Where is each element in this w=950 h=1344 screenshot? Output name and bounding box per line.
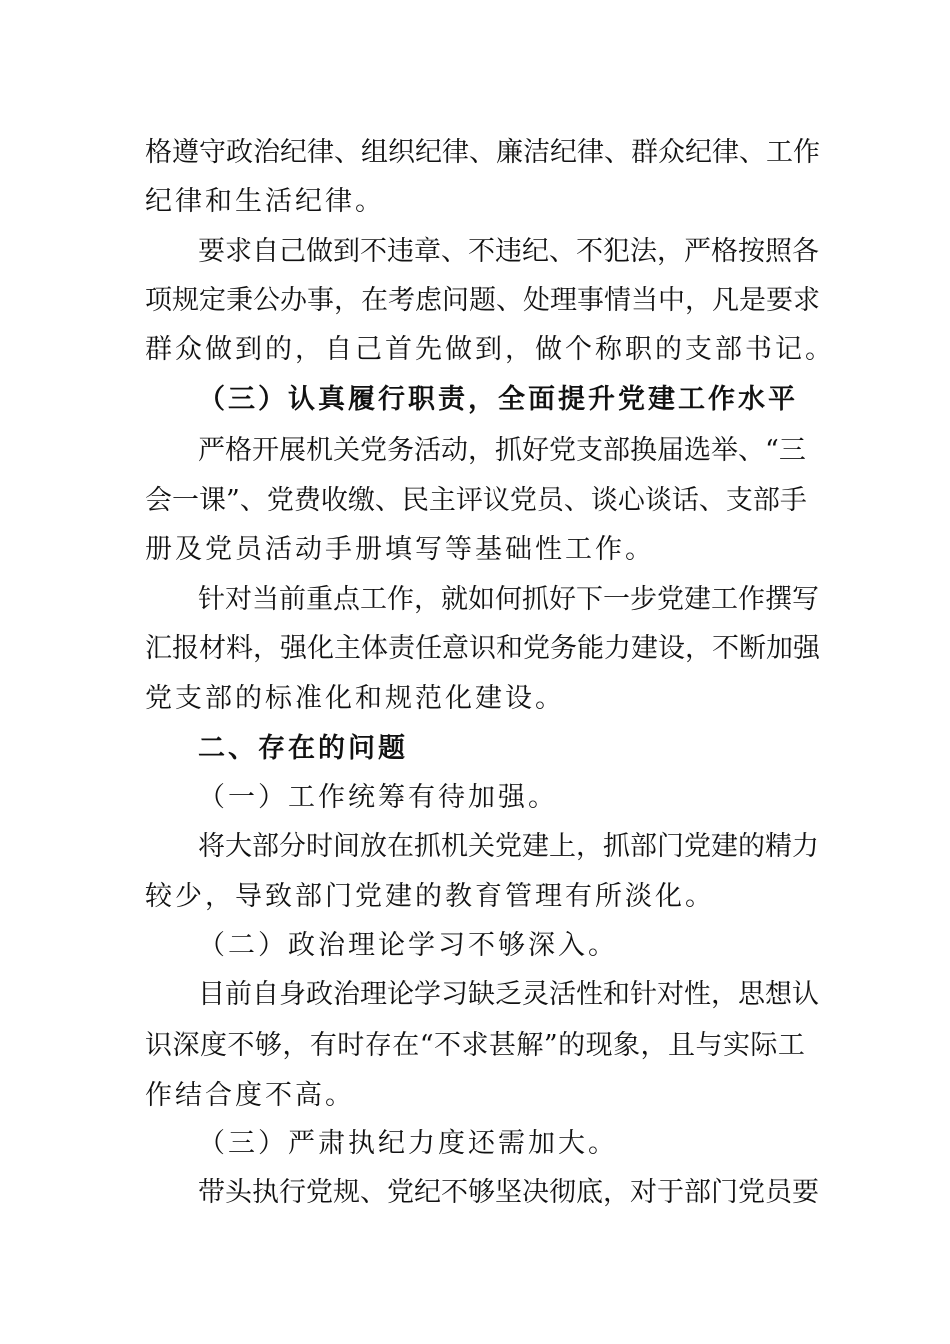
glyph: 就 [441, 584, 468, 615]
glyph: 治 [333, 979, 360, 1010]
glyph: 自 [252, 979, 279, 1010]
glyph: 到 [333, 236, 360, 267]
glyph: ， [253, 633, 280, 664]
glyph: 实 [722, 1030, 750, 1061]
text-line [198, 975, 819, 1015]
glyph: 求 [793, 285, 820, 316]
glyph: 底 [576, 1177, 603, 1208]
glyph: 不 [712, 633, 739, 664]
glyph: 秉 [226, 285, 253, 316]
glyph: ， [576, 831, 603, 862]
glyph: 何 [495, 584, 522, 615]
text-line [145, 281, 820, 321]
text-line: 作结合度不高。 [145, 1080, 355, 1111]
section-heading: （三）认真履行职责，全面提升党建工作水平 [198, 384, 798, 415]
glyph: 治 [253, 137, 280, 168]
glyph: 党 [495, 831, 522, 862]
glyph: 律 [442, 137, 469, 168]
glyph: 纪 [414, 1177, 441, 1208]
glyph: ， [603, 1177, 630, 1208]
glyph: 届 [657, 435, 684, 466]
glyph: 、 [239, 485, 267, 516]
glyph: 够 [254, 1030, 282, 1061]
glyph: 组 [361, 137, 388, 168]
glyph: 支 [576, 435, 603, 466]
glyph: 严 [198, 435, 225, 466]
glyph: 好 [522, 435, 549, 466]
glyph: 照 [765, 236, 792, 267]
glyph: 学 [414, 979, 441, 1010]
text-line [145, 629, 820, 669]
glyph: 和 [496, 633, 523, 664]
glyph: 在 [361, 285, 388, 316]
glyph: 工 [766, 137, 793, 168]
glyph: 灵 [522, 979, 549, 1010]
text-line [145, 481, 805, 521]
text-line [145, 133, 820, 173]
glyph: 写 [792, 584, 819, 615]
glyph: 机 [306, 435, 333, 466]
glyph: 精 [765, 831, 792, 862]
glyph: 选 [684, 435, 711, 466]
glyph: 识 [469, 633, 496, 664]
glyph: 和 [603, 979, 630, 1010]
glyph: 时 [306, 831, 333, 862]
glyph: 党 [509, 485, 537, 516]
glyph: 对 [630, 1177, 657, 1208]
glyph: 谈 [644, 485, 672, 516]
glyph: 要 [792, 1177, 819, 1208]
glyph: 且 [668, 1030, 695, 1061]
glyph: 题 [469, 285, 496, 316]
glyph: 、 [739, 137, 766, 168]
glyph: 众 [658, 137, 685, 168]
glyph: 际 [750, 1030, 778, 1061]
glyph: 设 [658, 633, 685, 664]
glyph: 当 [252, 584, 279, 615]
glyph: 分 [279, 831, 306, 862]
glyph: 政 [306, 979, 333, 1010]
glyph: 收 [320, 485, 348, 516]
glyph: 课 [199, 485, 226, 516]
glyph: 活 [549, 979, 576, 1010]
glyph: 汇 [145, 633, 172, 664]
glyph: 的 [738, 831, 765, 862]
glyph: 强 [280, 633, 307, 664]
glyph: 对 [225, 584, 252, 615]
glyph: 作 [793, 137, 820, 168]
glyph: 遵 [172, 137, 199, 168]
glyph: 党 [523, 633, 550, 664]
glyph: 项 [145, 285, 172, 316]
glyph: 好 [549, 584, 576, 615]
text-line [198, 1173, 819, 1213]
glyph: ， [711, 979, 738, 1010]
text-line: 册及党员活动手册填写等基础性工作。 [145, 534, 655, 565]
glyph: 材 [199, 633, 226, 664]
glyph: ， [657, 236, 684, 267]
glyph: 党 [266, 485, 294, 516]
glyph: 头 [225, 1177, 252, 1208]
glyph: 将 [198, 831, 225, 862]
glyph: 关 [468, 831, 495, 862]
glyph: 想 [765, 979, 792, 1010]
glyph: 、 [563, 485, 591, 516]
subsection-heading: （二）政治理论学习不够深入。 [198, 930, 618, 961]
glyph: 求 [225, 236, 252, 267]
glyph: 加 [766, 633, 793, 664]
glyph: 意 [442, 633, 469, 664]
glyph: 撰 [765, 584, 792, 615]
text-line: 群众做到的，自己首先做到，做个称职的支部书记。 [145, 334, 835, 365]
glyph: 与 [695, 1030, 723, 1061]
glyph: 三 [778, 435, 806, 466]
glyph: 评 [455, 485, 483, 516]
glyph: 工 [711, 584, 738, 615]
glyph: 自 [252, 236, 279, 267]
glyph: 部 [252, 831, 279, 862]
glyph: 廉 [496, 137, 523, 168]
glyph: 格 [711, 236, 738, 267]
glyph: 展 [279, 435, 306, 466]
text-line: 较少，导致部门党建的教育管理有所淡化。 [145, 881, 715, 912]
glyph: 、 [738, 435, 765, 466]
glyph: 前 [225, 979, 252, 1010]
glyph: 己 [279, 236, 306, 267]
glyph: 针 [630, 979, 657, 1010]
glyph: 报 [172, 633, 199, 664]
glyph: “ [419, 1030, 434, 1061]
glyph: 中 [658, 285, 685, 316]
glyph: 各 [792, 236, 819, 267]
glyph: 求 [461, 1030, 489, 1061]
glyph: 工 [360, 584, 387, 615]
glyph: 抓 [495, 435, 522, 466]
glyph: 存 [364, 1030, 392, 1061]
glyph: 抓 [603, 831, 630, 862]
glyph: 下 [576, 584, 603, 615]
glyph: 群 [631, 137, 658, 168]
glyph: 谈 [590, 485, 618, 516]
glyph: 对 [657, 979, 684, 1010]
glyph: 于 [657, 1177, 684, 1208]
glyph: 象 [613, 1030, 641, 1061]
glyph: 律 [577, 137, 604, 168]
glyph: 是 [739, 285, 766, 316]
glyph: 处 [523, 285, 550, 316]
glyph: 建 [711, 831, 738, 862]
glyph: ， [685, 285, 712, 316]
glyph: 有 [309, 1030, 337, 1061]
glyph: 理 [550, 285, 577, 316]
glyph: 心 [617, 485, 645, 516]
glyph: 凡 [712, 285, 739, 316]
glyph: 要 [198, 236, 225, 267]
glyph: 做 [306, 236, 333, 267]
glyph: 、 [604, 137, 631, 168]
glyph: 违 [387, 236, 414, 267]
glyph: 、 [441, 236, 468, 267]
glyph: 度 [199, 1030, 227, 1061]
glyph: 放 [360, 831, 387, 862]
glyph: 部 [603, 435, 630, 466]
glyph: 不 [576, 236, 603, 267]
glyph: 手 [779, 485, 807, 516]
glyph: 够 [468, 1177, 495, 1208]
glyph: 论 [387, 979, 414, 1010]
glyph: 党 [306, 1177, 333, 1208]
glyph: 解 [516, 1030, 544, 1061]
glyph: 执 [252, 1177, 279, 1208]
glyph: 话 [671, 485, 699, 516]
glyph: 法 [630, 236, 657, 267]
glyph: 上 [549, 831, 576, 862]
glyph: 料 [226, 633, 253, 664]
glyph: 断 [739, 633, 766, 664]
glyph: 事 [577, 285, 604, 316]
glyph: 力 [792, 831, 819, 862]
glyph: 坚 [495, 1177, 522, 1208]
glyph: ， [640, 1030, 668, 1061]
glyph: 织 [388, 137, 415, 168]
glyph: 化 [307, 633, 334, 664]
glyph: ， [282, 1030, 310, 1061]
glyph: 务 [387, 435, 414, 466]
glyph: 前 [279, 584, 306, 615]
glyph: 违 [495, 236, 522, 267]
glyph: ， [414, 584, 441, 615]
glyph: 强 [793, 633, 820, 664]
glyph: 任 [415, 633, 442, 664]
glyph: 员 [765, 1177, 792, 1208]
glyph: ， [468, 435, 495, 466]
glyph: 活 [414, 435, 441, 466]
glyph: 洁 [523, 137, 550, 168]
glyph: 性 [576, 979, 603, 1010]
glyph: 章 [414, 236, 441, 267]
glyph: 建 [522, 831, 549, 862]
glyph: 缺 [468, 979, 495, 1010]
glyph: 纪 [685, 137, 712, 168]
text-line [198, 431, 805, 471]
glyph: 不 [441, 1177, 468, 1208]
glyph: 大 [225, 831, 252, 862]
glyph: 决 [522, 1177, 549, 1208]
glyph: 问 [442, 285, 469, 316]
glyph: 务 [550, 633, 577, 664]
glyph: 纪 [415, 137, 442, 168]
section-heading: 二、存在的问题 [198, 733, 408, 764]
glyph: 不 [360, 236, 387, 267]
subsection-heading: （三）严肃执纪力度还需加大。 [198, 1128, 618, 1159]
glyph: 举 [711, 435, 738, 466]
glyph: 不 [227, 1030, 255, 1061]
glyph: 门 [711, 1177, 738, 1208]
glyph: 习 [441, 979, 468, 1010]
glyph: 严 [684, 236, 711, 267]
glyph: 针 [198, 584, 225, 615]
glyph: 部 [752, 485, 780, 516]
glyph: 间 [333, 831, 360, 862]
glyph: 党 [738, 1177, 765, 1208]
glyph: 思 [738, 979, 765, 1010]
glyph: 建 [631, 633, 658, 664]
glyph: 深 [172, 1030, 200, 1061]
glyph: 的 [558, 1030, 586, 1061]
glyph: 会 [145, 485, 172, 516]
glyph: 不 [468, 236, 495, 267]
glyph: 彻 [549, 1177, 576, 1208]
glyph: 在 [392, 1030, 420, 1061]
glyph: 格 [225, 435, 252, 466]
glyph: 机 [441, 831, 468, 862]
glyph: 格 [145, 137, 172, 168]
text-line: 党支部的标准化和规范化建设。 [145, 683, 565, 714]
glyph: 主 [428, 485, 456, 516]
text-line [145, 1026, 805, 1066]
glyph: 认 [792, 979, 819, 1010]
glyph: 甚 [488, 1030, 516, 1061]
glyph: 一 [172, 485, 199, 516]
glyph: 律 [712, 137, 739, 168]
glyph: 、 [360, 1177, 387, 1208]
glyph: 在 [387, 831, 414, 862]
glyph: 时 [337, 1030, 365, 1061]
glyph: 点 [333, 584, 360, 615]
glyph: 按 [738, 236, 765, 267]
glyph: 工 [777, 1030, 805, 1061]
glyph: 如 [468, 584, 495, 615]
glyph: 能 [577, 633, 604, 664]
glyph: 作 [387, 584, 414, 615]
glyph: 抓 [522, 584, 549, 615]
glyph: 公 [253, 285, 280, 316]
glyph: 议 [482, 485, 510, 516]
glyph: 抓 [414, 831, 441, 862]
glyph: 门 [657, 831, 684, 862]
glyph: 行 [279, 1177, 306, 1208]
glyph: 考 [388, 285, 415, 316]
glyph: 带 [198, 1177, 225, 1208]
glyph: 、 [374, 485, 402, 516]
glyph: 体 [361, 633, 388, 664]
glyph: “ [765, 435, 779, 466]
glyph: 员 [536, 485, 564, 516]
glyph: 犯 [603, 236, 630, 267]
glyph: 规 [172, 285, 199, 316]
glyph: 纪 [280, 137, 307, 168]
glyph: ” [226, 485, 240, 516]
glyph: 部 [630, 831, 657, 862]
glyph: 责 [388, 633, 415, 664]
glyph: 开 [252, 435, 279, 466]
glyph: 、 [549, 236, 576, 267]
glyph: 定 [199, 285, 226, 316]
glyph: 党 [387, 1177, 414, 1208]
glyph: 办 [280, 285, 307, 316]
glyph: 识 [145, 1030, 172, 1061]
glyph: 、 [469, 137, 496, 168]
glyph: 现 [585, 1030, 613, 1061]
glyph: ， [334, 285, 361, 316]
glyph: 当 [631, 285, 658, 316]
glyph: 政 [226, 137, 253, 168]
glyph: 律 [307, 137, 334, 168]
glyph: 守 [199, 137, 226, 168]
glyph: 支 [725, 485, 753, 516]
glyph: 乏 [495, 979, 522, 1010]
glyph: 党 [684, 831, 711, 862]
subsection-heading: （一）工作统筹有待加强。 [198, 782, 558, 813]
glyph: 动 [441, 435, 468, 466]
glyph: ， [685, 633, 712, 664]
glyph: 身 [279, 979, 306, 1010]
glyph: 情 [604, 285, 631, 316]
text-line [198, 580, 819, 620]
glyph: 纪 [550, 137, 577, 168]
glyph: 部 [684, 1177, 711, 1208]
glyph: 缴 [347, 485, 375, 516]
text-line [198, 827, 819, 867]
glyph: 规 [333, 1177, 360, 1208]
glyph: 、 [698, 485, 726, 516]
glyph: 一 [603, 584, 630, 615]
glyph: 建 [684, 584, 711, 615]
glyph: 费 [293, 485, 321, 516]
text-line: 纪律和生活纪律。 [145, 186, 385, 217]
glyph: 作 [738, 584, 765, 615]
glyph: 、 [334, 137, 361, 168]
glyph: 重 [306, 584, 333, 615]
glyph: 、 [496, 285, 523, 316]
glyph: 不 [433, 1030, 461, 1061]
glyph: 步 [630, 584, 657, 615]
glyph: 关 [333, 435, 360, 466]
glyph: 主 [334, 633, 361, 664]
glyph: 虑 [415, 285, 442, 316]
glyph: 要 [766, 285, 793, 316]
text-line [198, 232, 819, 272]
glyph: 事 [307, 285, 334, 316]
glyph: 目 [198, 979, 225, 1010]
glyph: 性 [684, 979, 711, 1010]
glyph: 党 [549, 435, 576, 466]
glyph: 党 [360, 435, 387, 466]
glyph: 民 [401, 485, 429, 516]
glyph: 理 [360, 979, 387, 1010]
glyph: 纪 [522, 236, 549, 267]
glyph: ” [543, 1030, 558, 1061]
glyph: 换 [630, 435, 657, 466]
glyph: 党 [657, 584, 684, 615]
glyph: 力 [604, 633, 631, 664]
